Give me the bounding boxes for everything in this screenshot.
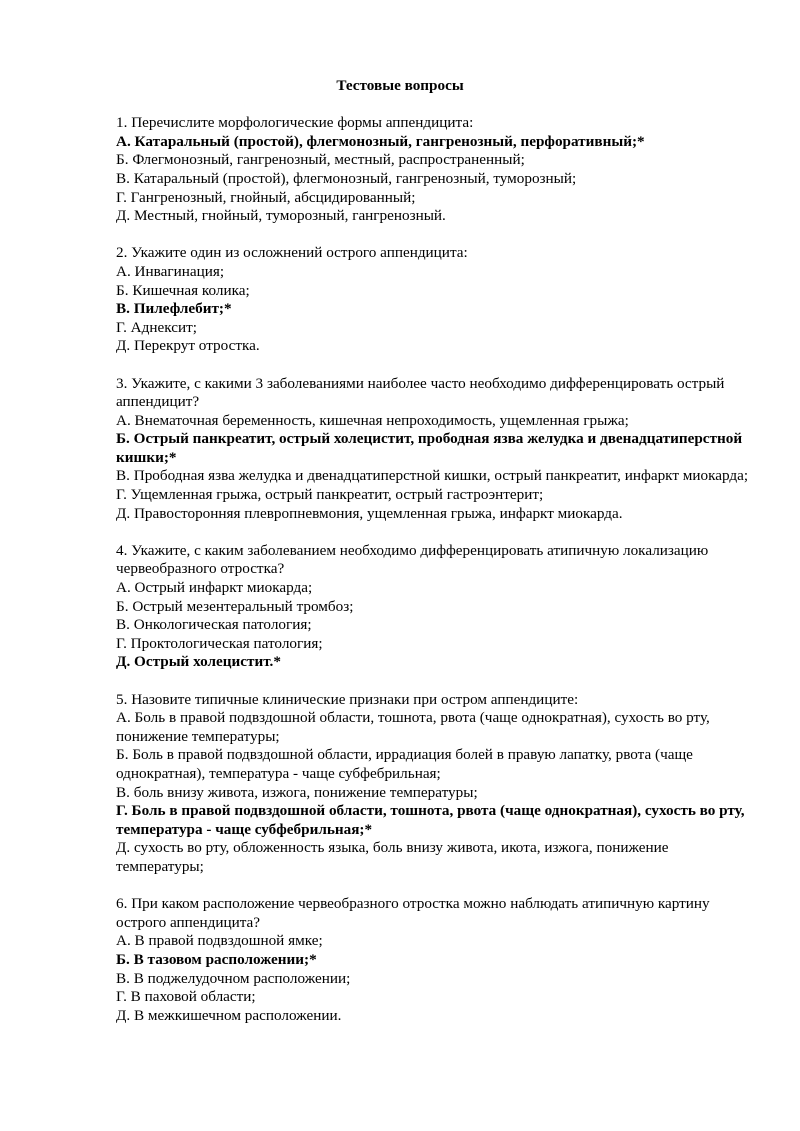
answer-option-correct: В. Пилефлебит;* — [116, 300, 232, 318]
answer-option: Г. Проктологическая патология; — [116, 634, 323, 652]
answer-option: Г. В паховой области; — [116, 988, 256, 1006]
answer-option: Б. Боль в правой подвздошной области, иррадиация болей в правую лапатку, рвота (чаще однократная), температура - чаще субфебрильная; — [116, 746, 693, 782]
question-text: 2. Укажите один из осложнений острого аппендицита: — [116, 244, 468, 262]
question-text: 4. Укажите, с каким заболеванием необходимо дифференцировать атипичную локализацию червеобразного отростка? — [116, 541, 709, 578]
answer-option: Г. Гангренозный, гнойный, абсцидированный; — [116, 188, 416, 206]
answer-option: Г. Аднексит; — [116, 318, 197, 336]
question-2 — [116, 244, 760, 356]
question-3 — [116, 375, 760, 524]
answer-option: Д. Правосторонняя плевропневмония, ущемленная грыжа, инфаркт миокарда. — [116, 504, 623, 522]
page-title: Тестовые вопросы — [336, 77, 464, 94]
answer-option-correct: Д. Острый холецистит.* — [116, 653, 281, 671]
question-4 — [116, 542, 760, 672]
answer-option: Д. Местный, гнойный, туморозный, гангренозный. — [116, 207, 446, 225]
question-5 — [116, 691, 760, 877]
answer-option: В. Прободная язва желудка и двенадцатиперстной кишки, острый панкреатит, инфаркт миокарда; — [116, 467, 749, 485]
answer-option: В. Онкологическая патология; — [116, 616, 312, 634]
answer-option: Б. Острый мезентеральный тромбоз; — [116, 597, 354, 615]
answer-option-correct: Б. В тазовом расположении;* — [116, 950, 317, 968]
answer-option: В. Катаральный (простой), флегмонозный, гангренозный, туморозный; — [116, 169, 577, 187]
answer-option: Д. В межкишечном расположении. — [116, 1006, 342, 1024]
answer-option-correct: А. Катаральный (простой), флегмонозный, гангренозный, перфоративный;* — [116, 132, 645, 150]
answer-option: В. боль внизу живота, изжога, понижение температуры; — [116, 783, 478, 801]
answer-option: Б. Кишечная колика; — [116, 281, 250, 299]
answer-option: Г. Ущемленная грыжа, острый панкреатит, острый гастроэнтерит; — [116, 486, 544, 504]
question-text: 6. При каком расположение червеобразного отростка можно наблюдать атипичную картину острого аппендицита? — [116, 895, 710, 931]
question-1 — [116, 114, 760, 226]
answer-option: В. В поджелудочном расположении; — [116, 969, 351, 987]
answer-option: Д. Перекрут отростка. — [116, 337, 260, 355]
answer-option-correct: Г. Боль в правой подвздошной области, тошнота, рвота (чаще однократная), сухость во рту, температура - чаще субфебрильная;* — [116, 802, 745, 838]
answer-option: Д. сухость во рту, обложенность языка, боль внизу живота, икота, изжога, понижение температуры; — [116, 839, 669, 875]
question-text: 1. Перечислите морфологические формы аппендицита: — [116, 114, 474, 132]
answer-option: А. Внематочная беременность, кишечная непроходимость, ущемленная грыжа; — [116, 411, 629, 429]
answer-option: А. Острый инфаркт миокарда; — [116, 579, 313, 597]
answer-option-correct: Б. Острый панкреатит, острый холецистит, прободная язва желудка и двенадцатиперстной кишки;* — [116, 430, 743, 466]
answer-option: А. Инвагинация; — [116, 262, 225, 280]
answer-option: Б. Флегмонозный, гангренозный, местный, распространенный; — [116, 151, 525, 169]
question-text: 3. Укажите, с какими 3 заболеваниями наиболее часто необходимо дифференцировать острый аппендицит? — [116, 374, 725, 411]
answer-option: А. Боль в правой подвздошной области, тошнота, рвота (чаще однократная), сухость во рту, понижение температуры; — [116, 709, 710, 745]
question-text: 5. Назовите типичные клинические признаки при остром аппендиците: — [116, 690, 579, 708]
question-6 — [116, 895, 760, 1025]
answer-option: А. В правой подвздошной ямке; — [116, 932, 323, 950]
